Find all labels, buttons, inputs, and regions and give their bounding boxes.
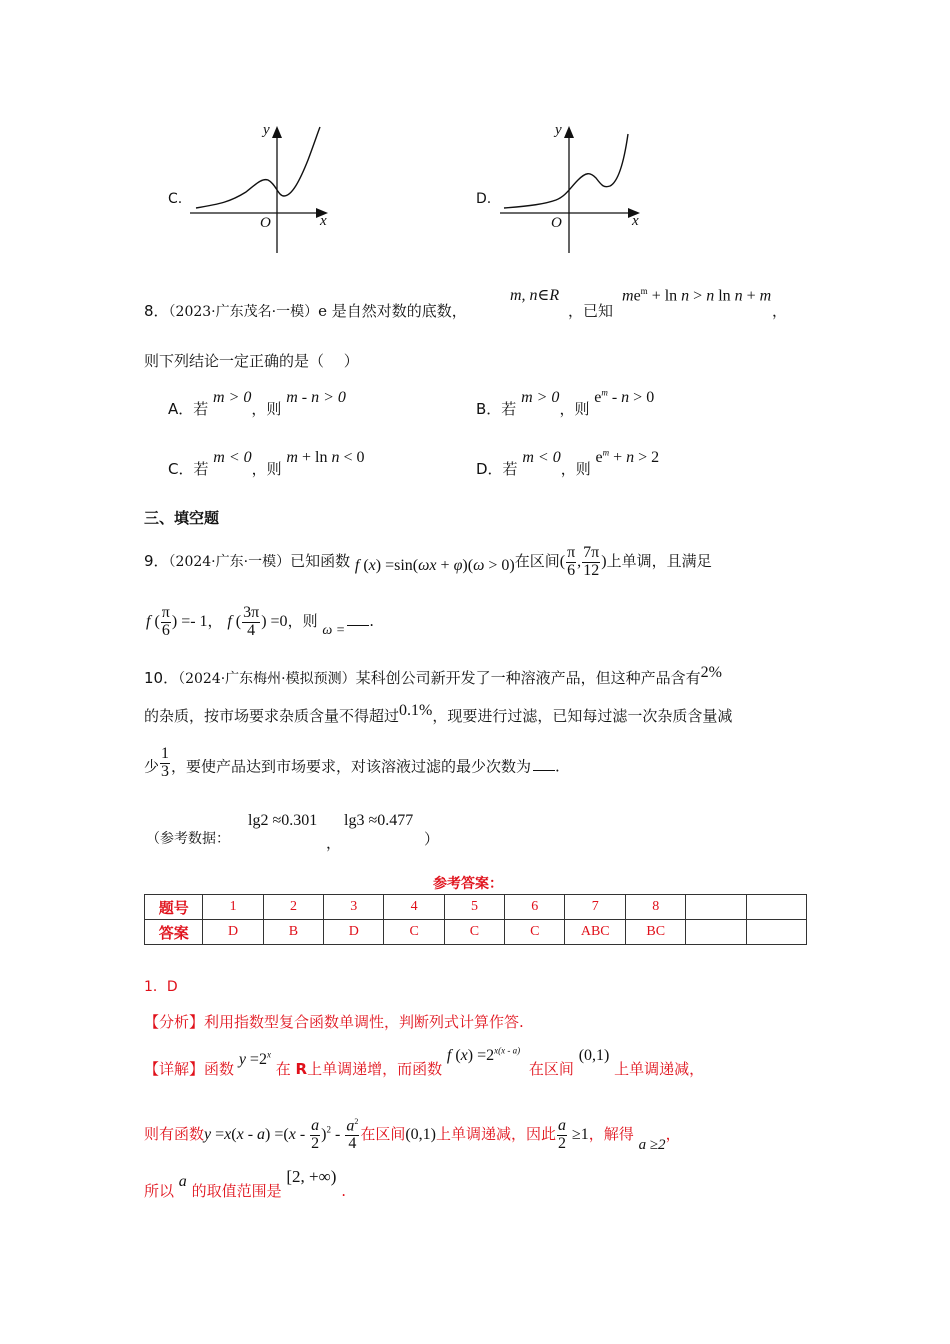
q9-cond2-den: 4 [247,621,256,639]
answers-header-number: 题号 [145,895,203,920]
graph-d-y-label: y [555,122,562,138]
detail-l3a: 所以 [144,1182,175,1200]
answers-number-cell: 3 [324,895,384,920]
detail-d4: 在区间 [528,1060,574,1078]
q8-option-d-label: D．若 [476,460,518,478]
answers-value-cell [746,920,806,945]
q9-sep: ， [207,611,223,630]
q10-line1: 某科创公司新开发了一种溶液产品，但这种产品含有 [355,669,701,687]
q9-interval: ( $\frac{\pi}{6}$ , $\frac{7\pi}{12}$ ) [559,544,607,579]
q8-option-a-cond: m > 0 [213,389,252,406]
answers-value-cell: D [203,920,263,945]
q10-line3a: 少 [144,757,160,776]
detail-math-a: a [178,1173,187,1190]
question-10-line1 [144,664,722,688]
q9-text3: 上单调，且满足 [606,551,712,570]
detail-d3: 上单调递增，而函数 [307,1060,443,1078]
q10-frac-num: 1 [161,745,170,762]
q9-interval-b-num: 7π [583,544,600,561]
answers-row-values [145,920,807,945]
q10-frac-den: 3 [161,762,170,780]
detail-math-quadratic: y =x(x - a) =(x - $\frac{a}{2}$ )$^2$ - $\frac{a^2}{4}$ [204,1117,359,1153]
graph-c-y-label: y [263,122,270,138]
q9-answer-blank[interactable] [347,625,369,626]
q8-option-c-concl: m + ln n < 0 [286,449,365,466]
question-10-line3 [144,745,560,785]
q9-interval-a-den: 6 [567,561,576,579]
graph-option-d [500,122,650,256]
q10-answer-blank[interactable] [533,770,555,771]
detail-l2a: 则有函数 [144,1125,205,1144]
analysis-tag: 【分析】 [144,1013,205,1031]
option-d-label: D. [476,191,492,207]
q9-cond1-den: 6 [161,621,170,639]
q8-inequality: $me^m + \ln n > n$ ln n + m [622,286,772,305]
detail-l2e: ， [665,1125,681,1144]
q9-source: （2024·广东·一模） [168,553,291,570]
q8-option-d-then: ，则 [560,460,591,478]
answers-header-answer: 答案 [145,920,203,945]
detail-d2: 在 [275,1060,291,1078]
detail-math-ineq: $\frac{a}{2}$ ≥1 [558,1117,589,1152]
q8-option-d-concl: $e^m + n > 2$ [595,447,660,466]
q8-option-b [476,387,655,419]
q8-option-a-then: ，则 [251,400,282,418]
q10-pct1: 2% [700,664,722,681]
q8-text1: e 是自然对数的底数， [318,302,467,320]
q8-source: （2023·广东茂名·一模） [168,304,319,320]
solution-1-analysis [144,1011,524,1032]
q8-option-c-then: ，则 [251,460,282,478]
solution-1-heading: 1．D [144,979,178,995]
detail-l3c: . [341,1182,346,1200]
question-10-line2 [144,702,733,726]
answers-table [144,894,807,945]
detail-math-range: [2, +∞) [286,1167,337,1186]
q8-option-a-label: A．若 [168,400,209,418]
answers-value-cell: C [505,920,565,945]
solution-1-detail-line1 [144,1045,705,1079]
option-c-label: C. [168,191,183,207]
answers-value-cell: C [444,920,504,945]
q10-ref2: lg3 ≈0.477 [344,812,414,829]
answers-value-cell: ABC [565,920,626,945]
q8-option-c-label: C．若 [168,460,209,478]
q8-prompt: 则下列结论一定正确的是（ ） [144,352,359,370]
q10-ref-open: （参考数据： [146,831,230,847]
q8-option-b-concl: $e^m - n > 0$ [594,387,655,406]
q9-cond1: f ( $\frac{\pi}{6}$ ) =- 1 [146,604,208,639]
q8-option-a-concl: m - n > 0 [286,389,346,406]
q8-option-b-label: B．若 [476,400,517,418]
q10-line2b: ，现要进行过滤，已知每过滤一次杂质含量减 [432,707,733,725]
graph-option-c [190,122,340,256]
q9-interval-a-num: π [567,544,576,561]
answers-number-cell: 8 [626,895,686,920]
q9-text4: ，则 [287,611,318,630]
q10-source: （2024·广东梅州·模拟预测） [178,671,356,687]
answers-value-cell [686,920,746,945]
answers-number-cell: 1 [203,895,263,920]
detail-math-interval2: (0,1) [405,1126,436,1144]
q10-ref-close: ） [424,830,440,848]
detail-l2c: 上单调递减，因此 [435,1125,556,1144]
q8-option-c [168,449,365,479]
answers-row-numbers [145,895,807,920]
solution-1-detail-line3 [144,1167,346,1201]
q9-ask: ω = [322,622,346,638]
answers-value-cell: D [324,920,384,945]
q10-pct2: 0.1% [399,702,433,719]
q8-option-b-cond: m > 0 [521,389,560,406]
q9-conditions [146,605,374,640]
q10-line3b: ，要使产品达到市场要求，对该溶液过滤的最少次数为 [171,757,532,776]
detail-l3b: 的取值范围是 [191,1182,282,1200]
q8-option-c-cond: m < 0 [213,449,252,466]
graph-c-x-label: x [320,213,327,229]
q8-text3: ， [772,302,788,320]
q8-option-b-then: ，则 [559,400,590,418]
answers-number-cell: 4 [384,895,444,920]
answers-title: 参考答案： [433,876,503,892]
answers-value-cell: C [384,920,444,945]
q10-fraction [160,746,170,781]
question-8 [144,300,467,321]
answers-number-cell: 5 [444,895,504,920]
detail-math-result: a ≥2 [638,1137,666,1154]
q8-condition: m, n∈R [510,287,560,304]
q9-number: 9． [144,551,169,570]
q8-option-a [168,389,346,419]
q8-number: 8． [144,302,169,320]
answers-value-cell: BC [626,920,686,945]
detail-math-y2x: $y =2^x$ [238,1049,271,1068]
q9-cond2-num: 3π [243,604,260,621]
q10-number: 10． [144,669,179,687]
detail-l2d: ，解得 [588,1125,634,1144]
q10-line2a: 的杂质，按市场要求杂质含量不得超过 [144,707,400,725]
detail-math-interval: (0,1) [578,1047,610,1064]
q10-ref-sep: ， [326,834,342,852]
q10-end: . [555,757,560,776]
q10-ref1: lg2 ≈0.301 [248,812,318,829]
answers-number-cell [686,895,746,920]
q8-option-d-cond: m < 0 [522,449,561,466]
answers-number-cell [746,895,806,920]
detail-d5: 上单调递减， [614,1060,705,1078]
detail-d1: 函数 [204,1060,235,1078]
q9-cond2: f ( $\frac{3\pi}{4}$ ) =0 [227,604,288,639]
q9-function: f (x) =sin(ωx + φ)(ω > 0) [354,556,515,574]
graph-d-x-label: x [632,213,639,229]
q9-cond1-num: π [161,604,170,621]
q8-text2: ，已知 [568,302,614,320]
solution-1-detail-line2 [144,1118,681,1153]
section-title-fill-blank: 三、填空题 [144,509,220,527]
q9-text2: 在区间 [514,551,560,570]
q9-text1: 已知函数 [290,551,351,570]
answers-number-cell: 7 [565,895,626,920]
detail-math-fx: f $(x) =2^{x(x - a)}$ [446,1045,521,1064]
answers-number-cell: 6 [505,895,565,920]
question-9 [144,545,712,580]
graph-c-origin-label: O [260,215,271,231]
detail-l2b: 在区间 [360,1125,406,1144]
graph-d-origin-label: O [551,215,562,231]
q8-option-d [476,447,660,479]
detail-tag: 【详解】 [144,1060,205,1078]
q9-end: . [369,611,374,630]
answers-value-cell: B [263,920,323,945]
detail-r: R [295,1060,308,1078]
analysis-text: 利用指数型复合函数单调性，判断列式计算作答. [204,1013,524,1031]
answers-number-cell: 2 [263,895,323,920]
question-10-ref [146,828,230,848]
q9-interval-b-den: 12 [583,561,600,579]
